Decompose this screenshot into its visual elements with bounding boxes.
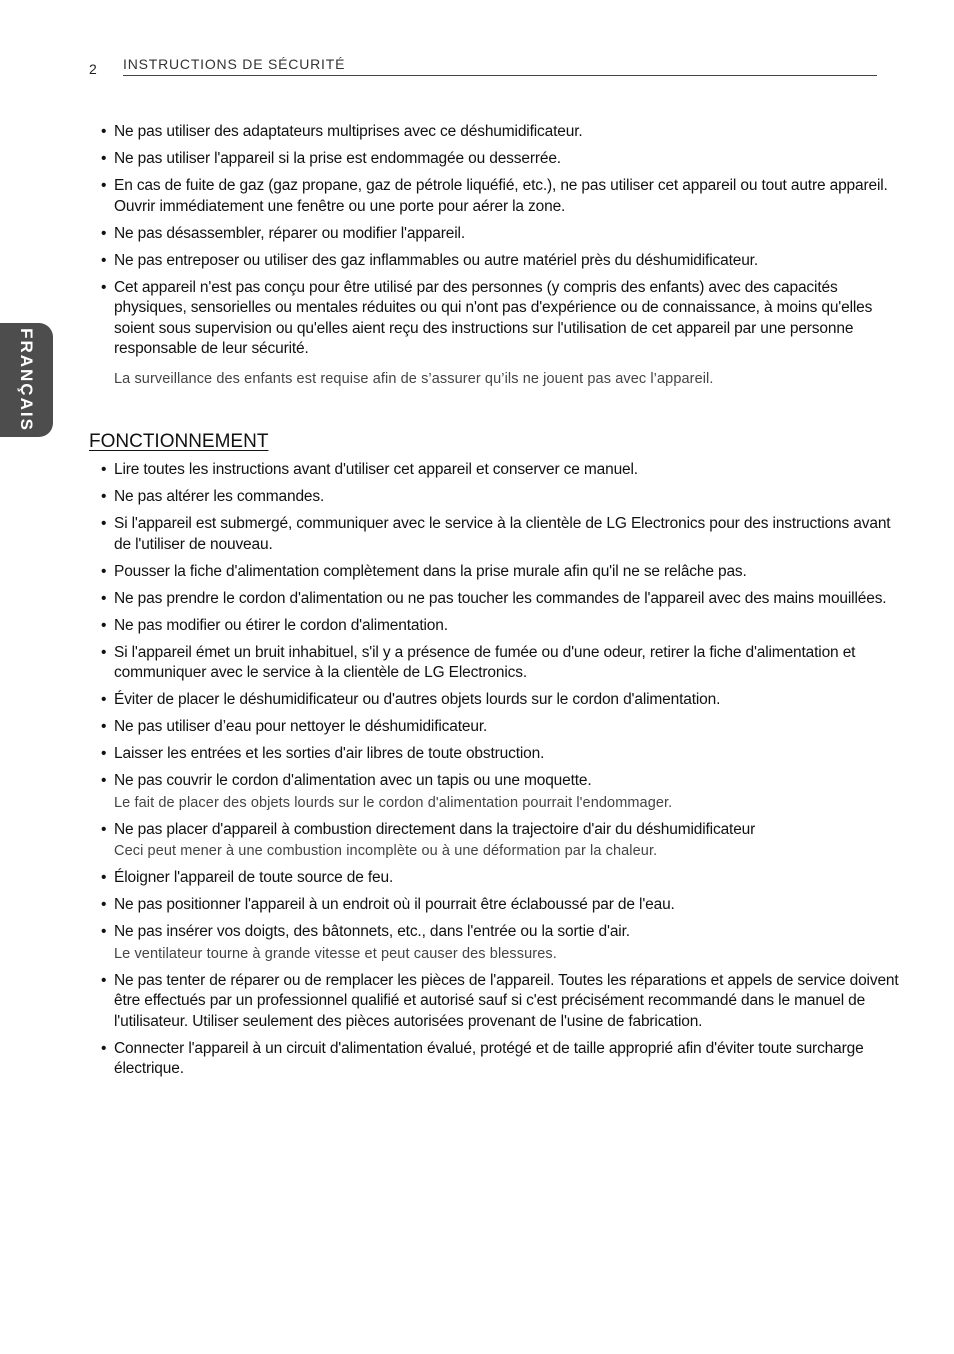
- language-side-tab: [0, 323, 53, 437]
- list-item-text: • Ne pas désassembler, réparer ou modifier l'appareil.: [114, 224, 465, 242]
- list-item-text: • Connecter l'appareil à un circuit d'alimentation évalué, protégé et de taille approprié afin d'éviter toute surcharge électrique.: [114, 1039, 864, 1077]
- list-item-text: • Ne pas placer d'appareil à combustion directement dans la trajectoire d'air du déshumidificateur: [114, 820, 756, 838]
- header-divider: [123, 75, 877, 76]
- list-item-text: • Ne pas utiliser l'appareil si la prise est endommagée ou desserrée.: [114, 150, 561, 167]
- list-item: [101, 278, 901, 360]
- list-item: [101, 744, 901, 765]
- list-item: [101, 487, 901, 508]
- list-item-note: Le fait de placer des objets lourds sur le cordon d'alimentation pourrait l'endommager.: [114, 794, 673, 811]
- operation-instructions-list: [101, 460, 901, 1086]
- list-item-text: • Ne pas tenter de réparer ou de remplacer les pièces de l'appareil. Toutes les réparations et appels de service doivent être effectués par un professionnel qualifié et autorisé sauf si c'est précisément recommandé dans le manuel de l'utilisateur. Utiliser seulement des pièces autorisées provenant de l'usine de fabrication.: [114, 971, 899, 1030]
- list-item-text: • Si l'appareil est submergé, communiquer avec le service à la clientèle de LG Electronics pour des instructions avant de l'utiliser de nouveau.: [114, 515, 891, 553]
- list-item-text: • Ne pas prendre le cordon d'alimentation ou ne pas toucher les commandes de l'appareil avec des mains mouillées.: [114, 589, 887, 607]
- list-item-text: • En cas de fuite de gaz (gaz propane, gaz de pétrole liquéfié, etc.), ne pas utiliser cet appareil ou tout autre appareil. Ouvrir immédiatement une fenêtre ou une porte pour aérer la zone.: [114, 177, 888, 215]
- language-tab-label: FRANÇAIS: [17, 328, 36, 432]
- list-item-text: • Ne pas modifier ou étirer le cordon d'alimentation.: [114, 616, 448, 634]
- list-item-text: • Éviter de placer le déshumidificateur ou d'autres objets lourds sur le cordon d'alimentation.: [114, 691, 721, 708]
- page-header-title: INSTRUCTIONS DE SÉCURITÉ: [123, 56, 346, 72]
- list-item-text: • Pousser la fiche d'alimentation complètement dans la prise murale afin qu'il ne se relâche pas.: [114, 562, 747, 580]
- list-item: [101, 971, 901, 1033]
- list-item: [101, 149, 901, 170]
- list-item: [101, 562, 901, 583]
- list-item: [101, 224, 901, 245]
- list-item: [101, 820, 901, 862]
- list-item-text: • Ne pas utiliser des adaptateurs multiprises avec ce déshumidificateur.: [114, 123, 583, 140]
- list-item: [101, 868, 901, 889]
- list-item: [101, 460, 901, 481]
- list-item-text: • Ne pas utiliser d’eau pour nettoyer le déshumidificateur.: [114, 718, 488, 735]
- list-item-text: • Laisser les entrées et les sorties d'air libres de toute obstruction.: [114, 745, 545, 762]
- list-item-note: Le ventilateur tourne à grande vitesse et peut causer des blessures.: [114, 945, 557, 962]
- list-item-text: • Ne pas entreposer ou utiliser des gaz inflammables ou autre matériel près du déshumidificateur.: [114, 251, 758, 269]
- list-item: [101, 589, 901, 610]
- children-supervision-note: La surveillance des enfants est requise afin de s’assurer qu’ils ne jouent pas avec l’appareil.: [114, 371, 714, 387]
- list-item: [101, 176, 901, 217]
- list-item: [101, 251, 901, 272]
- list-item: [101, 895, 901, 916]
- list-item: [101, 514, 901, 555]
- list-item-text: • Ne pas couvrir le cordon d'alimentation avec un tapis ou une moquette.: [114, 772, 592, 789]
- list-item: [101, 643, 901, 684]
- list-item-text: • Lire toutes les instructions avant d'utiliser cet appareil et conserver ce manuel.: [114, 461, 638, 478]
- page-number: 2: [89, 61, 97, 77]
- list-item: [101, 122, 901, 143]
- safety-instructions-list: [101, 122, 901, 366]
- list-item-text: • Cet appareil n'est pas conçu pour être utilisé par des personnes (y compris des enfants) avec des capacités physiques, sensorielles ou mentales réduites ou qui n'ont pas d'expérience ou de connaissance, à moins qu'elles soient sous supervision ou qu'elles aient reçu des instructions sur l'utilisation de cet appareil par une personne responsable de leur sécurité.: [114, 278, 873, 357]
- list-item: [101, 771, 901, 813]
- list-item-note: Ceci peut mener à une combustion incomplète ou à une déformation par la chaleur.: [114, 843, 658, 859]
- list-item: [101, 616, 901, 637]
- list-item-text: • Si l'appareil émet un bruit inhabituel, s'il y a présence de fumée ou d'une odeur, retirer la fiche d'alimentation et communiquer avec le service à la clientèle de LG Electronics.: [114, 643, 856, 681]
- list-item: [101, 690, 901, 711]
- section-heading-fonctionnement: FONCTIONNEMENT: [89, 431, 269, 452]
- list-item-text: • Ne pas altérer les commandes.: [114, 488, 325, 505]
- list-item-text: • Éloigner l'appareil de toute source de feu.: [114, 869, 394, 886]
- list-item-text: • Ne pas insérer vos doigts, des bâtonnets, etc., dans l'entrée ou la sortie d'air.: [114, 923, 630, 940]
- list-item-text: • Ne pas positionner l'appareil à un endroit où il pourrait être éclaboussé par de l'eau.: [114, 896, 675, 913]
- list-item: [101, 1039, 901, 1080]
- list-item: [101, 922, 901, 964]
- list-item: [101, 717, 901, 738]
